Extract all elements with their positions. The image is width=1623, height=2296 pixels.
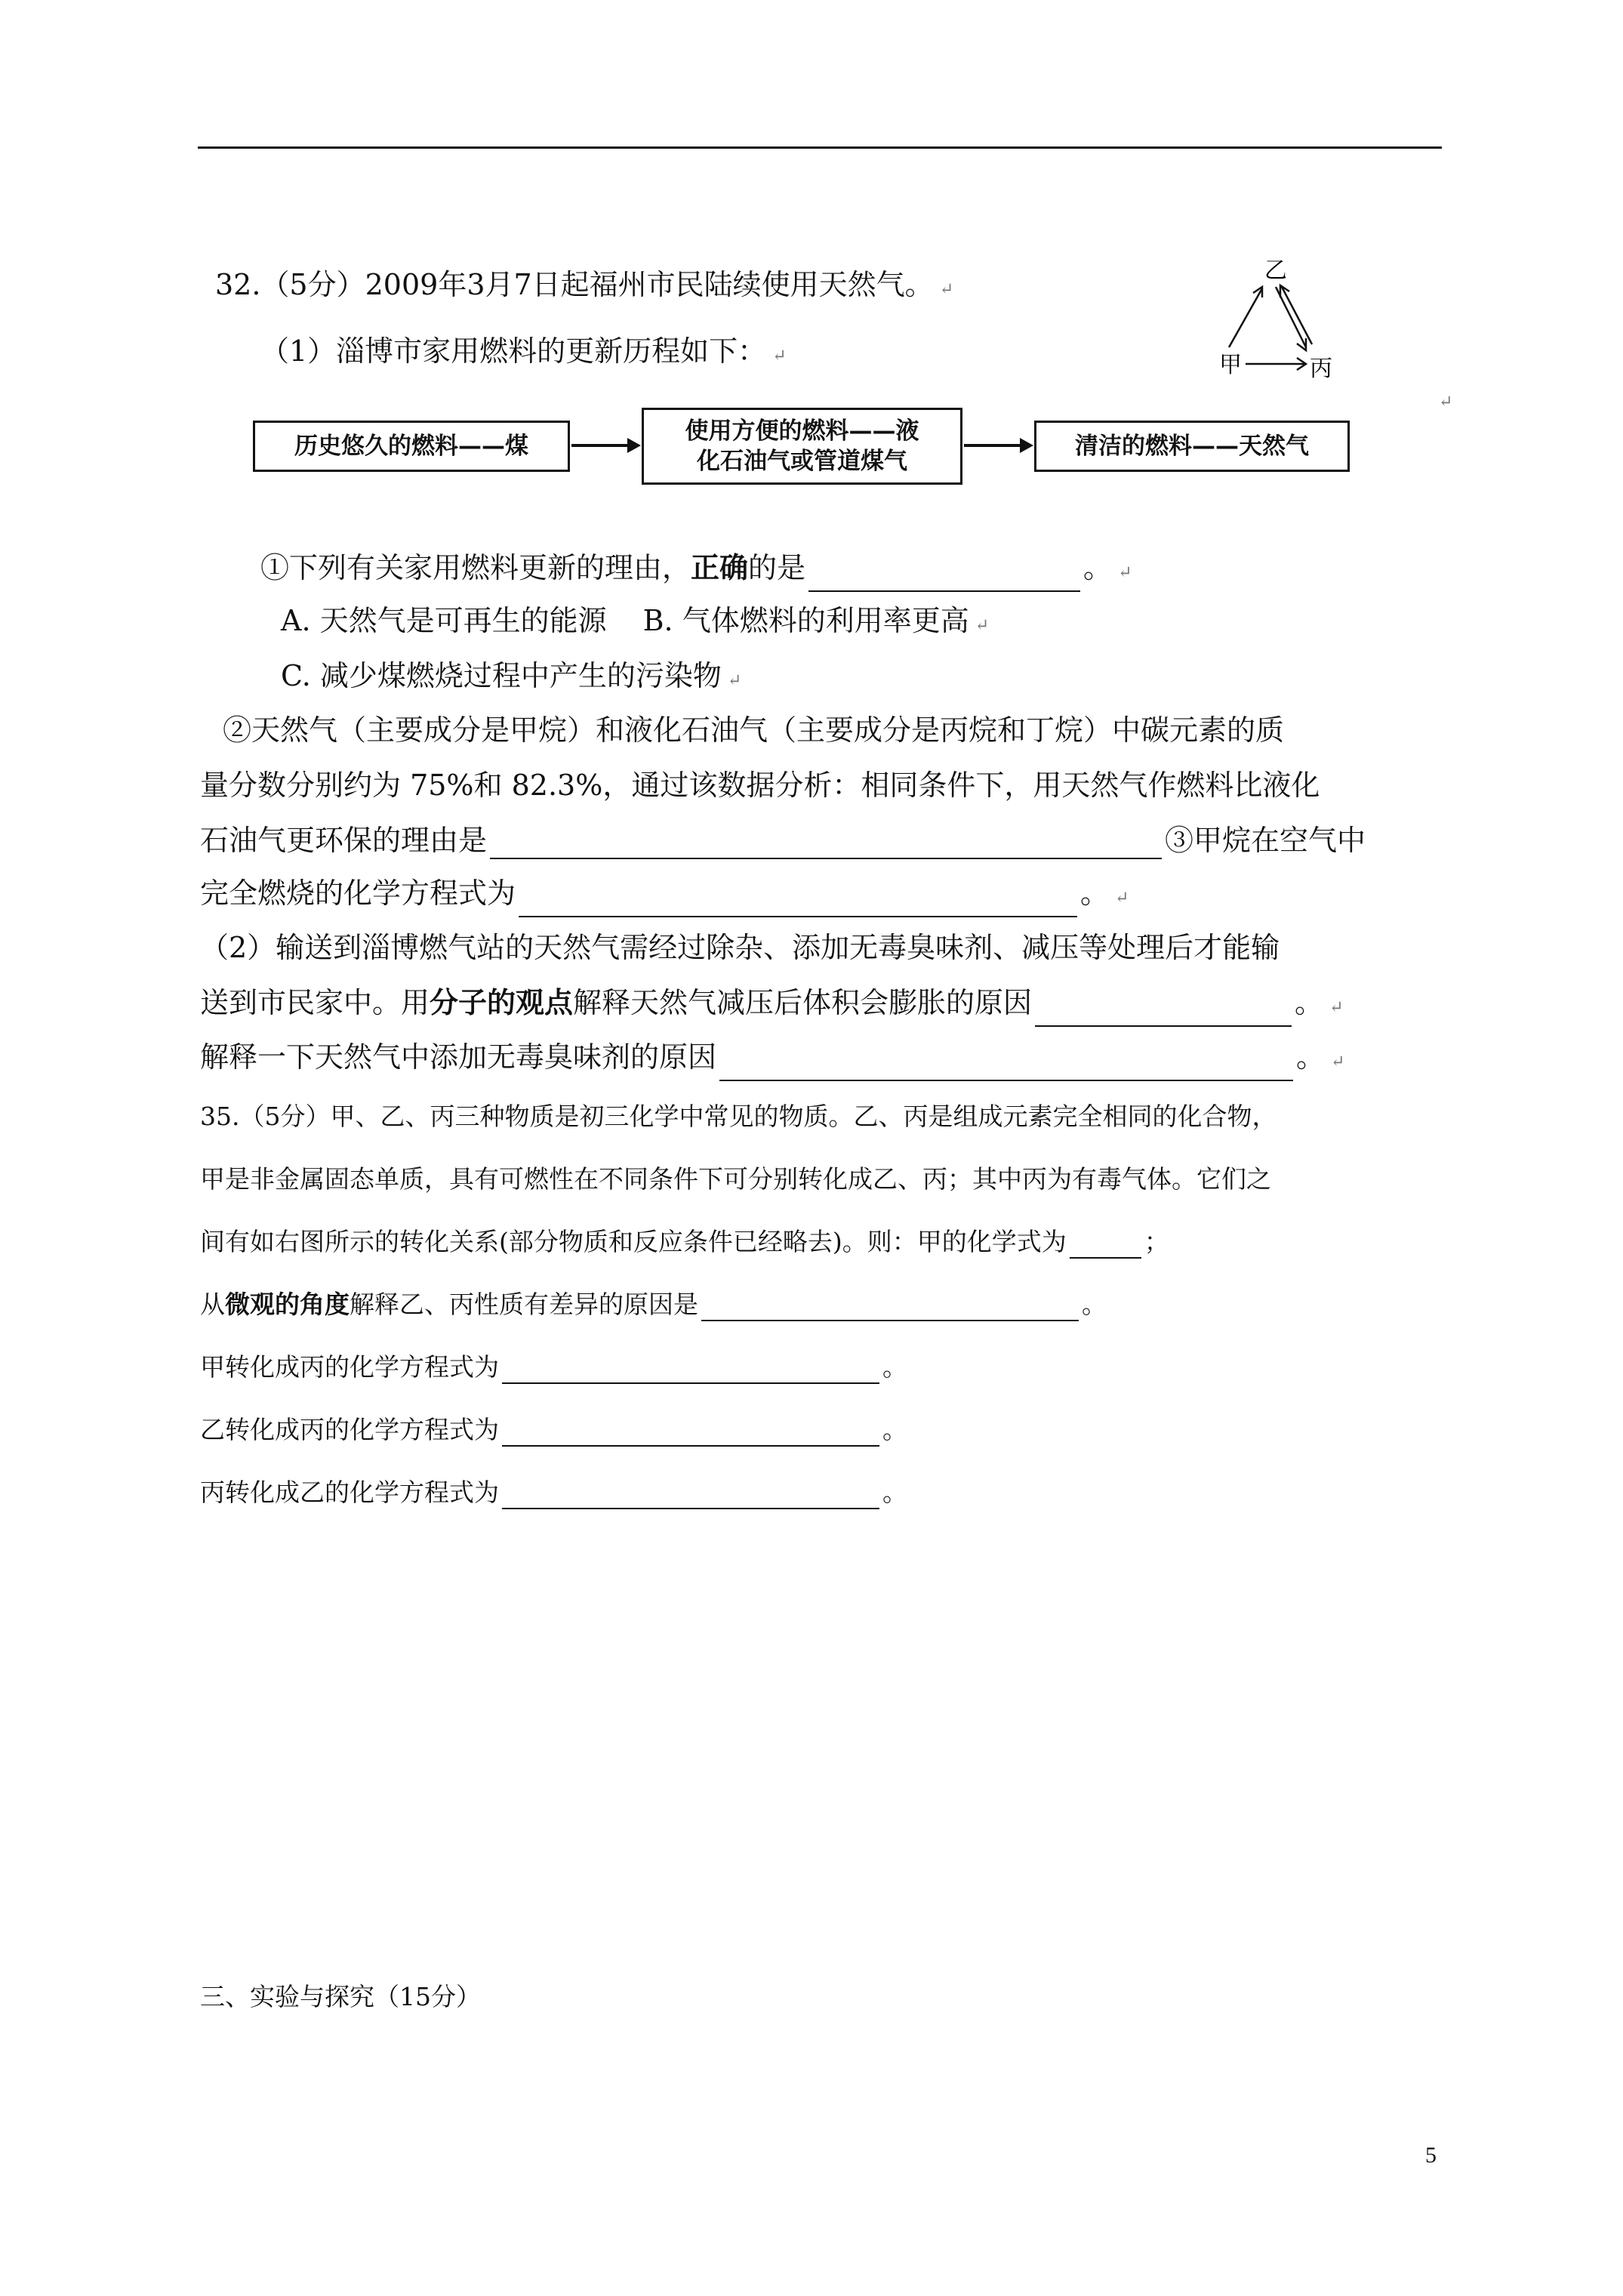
q35-line2: 甲是非金属固态单质，具有可燃性在不同条件下可分别转化成乙、丙；其中丙为有毒气体。它们之 xyxy=(200,1164,1271,1194)
q32-q3-line: 完全燃烧的化学方程式为 。 ↵ xyxy=(200,874,1129,917)
q32-question1: ①下列有关家用燃料更新的理由，正确的是 。 ↵ xyxy=(260,549,1132,592)
arrow-bing-yi xyxy=(1282,287,1312,344)
flow-box-natural-gas: 清洁的燃料——天然气 xyxy=(1034,421,1350,472)
conversion-diagram xyxy=(1208,249,1344,393)
page-number: 5 xyxy=(1425,2143,1437,2168)
answer-blank-q1[interactable] xyxy=(808,563,1080,592)
q32-part2-line2: 送到市民家中。用分子的观点解释天然气减压后体积会膨胀的原因 。 ↵ xyxy=(200,984,1344,1027)
q32-options-ab: A. 天然气是可再生的能源 B. 气体燃料的利用率更高 ↵ xyxy=(281,604,990,637)
answer-blank-q3[interactable] xyxy=(519,889,1077,917)
q32-q2-line2: 量分数分别约为 75%和 82.3%，通过该数据分析：相同条件下，用天然气作燃料比液化 xyxy=(200,769,1320,802)
q35-line5: 甲转化成丙的化学方程式为 。 xyxy=(200,1351,907,1384)
answer-blank-eq3[interactable] xyxy=(502,1484,879,1509)
option-a: A. 天然气是可再生的能源 xyxy=(281,604,607,637)
return-mark: ↵ xyxy=(1439,393,1453,411)
q35-line7: 丙转化成乙的化学方程式为 。 xyxy=(200,1476,907,1509)
answer-blank-micro[interactable] xyxy=(701,1296,1079,1321)
q32-header: 32.（5分）2009年3月7日起福州市民陆续使用天然气。 ↵ xyxy=(215,268,954,301)
flow-arrow-1 xyxy=(570,430,642,461)
answer-blank-eq1[interactable] xyxy=(502,1358,879,1384)
q35-line1: 35.（5分）甲、乙、丙三种物质是初三化学中常见的物质。乙、丙是组成元素完全相同的化合物， xyxy=(200,1102,1277,1131)
option-b: B. 气体燃料的利用率更高 xyxy=(642,604,969,637)
flow-arrow-2 xyxy=(962,430,1034,461)
diagram-label-jia: 甲 xyxy=(1219,352,1242,378)
q32-part2-line1: （2）输送到淄博燃气站的天然气需经过除杂、添加无毒臭味剂、减压等处理后才能输 xyxy=(200,931,1280,964)
section-3-heading: 三、实验与探究（15分） xyxy=(200,1982,481,2011)
q35-line6: 乙转化成丙的化学方程式为 。 xyxy=(200,1413,907,1447)
flow-box-coal: 历史悠久的燃料——煤 xyxy=(253,421,570,472)
diagram-label-bing: 丙 xyxy=(1310,356,1332,382)
answer-blank-q2[interactable] xyxy=(490,831,1162,859)
header-rule xyxy=(198,146,1442,149)
flow-box-lpg: 使用方便的燃料——液 化石油气或管道煤气 xyxy=(642,408,962,485)
answer-blank-eq2[interactable] xyxy=(502,1421,879,1447)
answer-blank-part2b[interactable] xyxy=(719,1052,1293,1081)
q32-q2-line1: ②天然气（主要成分是甲烷）和液化石油气（主要成分是丙烷和丁烷）中碳元素的质 xyxy=(223,713,1285,747)
answer-blank-formula[interactable] xyxy=(1070,1233,1141,1259)
q32-q2-line3: 石油气更环保的理由是 ③甲烷在空气中 xyxy=(200,821,1366,859)
answer-blank-part2a[interactable] xyxy=(1035,998,1292,1027)
q32-part2-line3: 解释一下天然气中添加无毒臭味剂的原因 。 ↵ xyxy=(200,1038,1344,1081)
q32-part1: （1）淄博市家用燃料的更新历程如下： ↵ xyxy=(260,334,787,368)
arrow-jia-yi xyxy=(1229,288,1262,347)
q35-line3: 间有如右图所示的转化关系(部分物质和反应条件已经略去)。则：甲的化学式为 ； xyxy=(200,1225,1169,1259)
diagram-label-yi: 乙 xyxy=(1264,257,1287,284)
q35-line4: 从微观的角度解释乙、丙性质有差异的原因是 。 xyxy=(200,1288,1107,1321)
option-c: C. 减少煤燃烧过程中产生的污染物 ↵ xyxy=(281,659,742,692)
